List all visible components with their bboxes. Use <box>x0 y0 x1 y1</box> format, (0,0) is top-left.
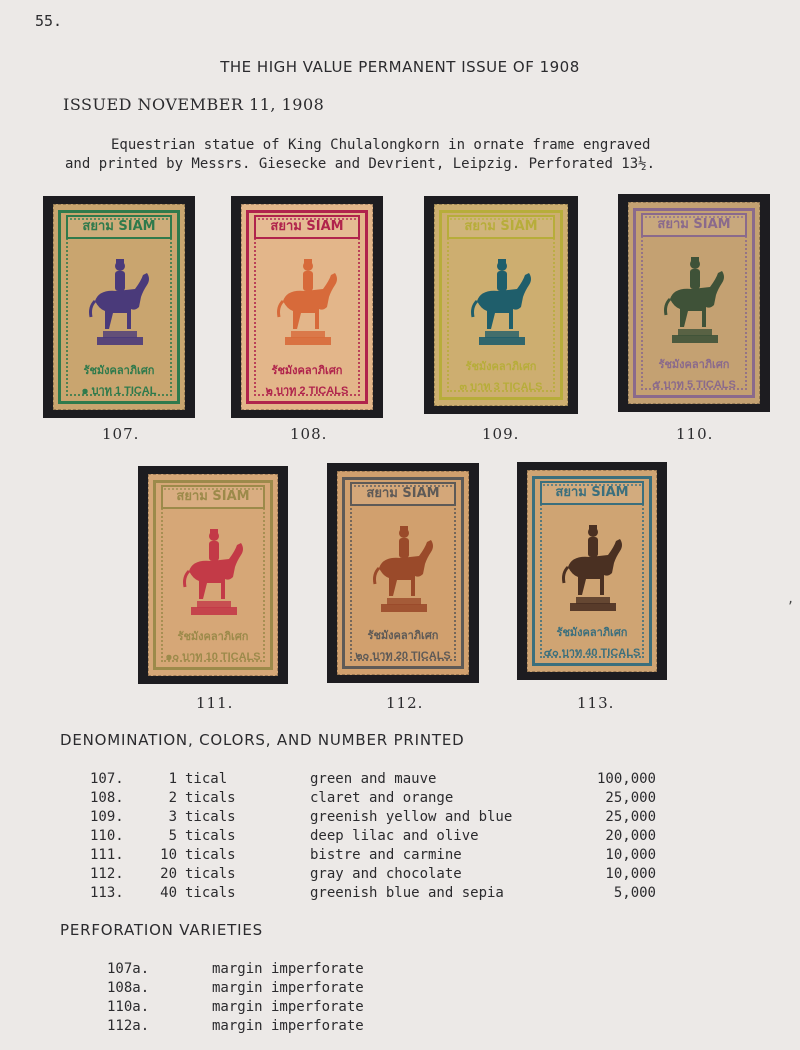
stamp-thai-text: รัชมังคลาภิเศก <box>658 358 730 371</box>
value-unit: ticals <box>185 847 236 863</box>
value-unit: ticals <box>185 809 236 825</box>
stamp-number: 112. <box>386 694 424 712</box>
stamp-mount <box>424 196 578 414</box>
stamp <box>148 474 278 676</box>
catalog-number: 112. <box>90 866 124 882</box>
variety-number: 108a. <box>107 980 150 996</box>
stamp-number: 108. <box>290 425 328 443</box>
stamp-mount <box>618 194 770 412</box>
equestrian-statue-icon <box>265 251 349 351</box>
colors-cell: gray and chocolate <box>310 866 462 882</box>
value-cell <box>155 884 310 903</box>
value-amount: 1 <box>168 771 177 787</box>
variety-number: 110a. <box>107 999 150 1015</box>
page-number: 55. <box>35 12 63 30</box>
number-printed: 100,000 <box>596 771 656 787</box>
value-cell <box>155 846 310 865</box>
equestrian-statue-icon <box>77 251 161 351</box>
table-row <box>107 998 364 1017</box>
table-row <box>80 846 656 865</box>
stamp-vignette <box>455 245 547 357</box>
stamp-banner: สยาม SIAM <box>540 481 644 505</box>
stamp-number: 109. <box>482 425 520 443</box>
stamp-mount <box>517 462 667 680</box>
catalog-number: 110. <box>90 828 124 844</box>
value-amount: 3 <box>168 809 177 825</box>
stamp-denomination: ๑๐ บาท 10 TICALS <box>165 651 261 663</box>
stamp <box>434 204 568 406</box>
stamp-denomination: ๔๐ บาท 40 TICALS <box>543 647 641 659</box>
stamp-thai-text: รัชมังคลาภิเศก <box>83 364 155 377</box>
stamp-mount <box>43 196 195 418</box>
value-amount: 2 <box>168 790 177 806</box>
table-row <box>107 960 364 979</box>
variety-number: 112a. <box>107 1018 150 1034</box>
stamp <box>241 204 373 410</box>
stamp-banner: สยาม SIAM <box>350 482 456 506</box>
catalog-number: 111. <box>90 847 124 863</box>
table-row <box>80 865 656 884</box>
stamp-number: 110. <box>676 425 714 443</box>
stamp-mount <box>231 196 383 418</box>
description-line-1: Equestrian statue of King Chulalongkorn in ornate frame engraved <box>111 137 651 153</box>
stamp-denomination: ๒ บาท 2 TICALS <box>265 385 349 397</box>
catalog-number: 108. <box>90 790 124 806</box>
stamp-mount <box>327 463 479 683</box>
stamp-banner: สยาม SIAM <box>447 215 555 239</box>
table-row <box>80 808 656 827</box>
stamp-thai-text: รัชมังคลาภิเศก <box>367 629 439 642</box>
value-cell <box>155 827 310 846</box>
value-amount: 5 <box>168 828 177 844</box>
number-printed: 10,000 <box>605 866 656 882</box>
number-printed: 20,000 <box>605 828 656 844</box>
page-mark: , <box>787 592 795 606</box>
colors-cell: claret and orange <box>310 790 454 806</box>
catalog-number: 107. <box>90 771 124 787</box>
stamp-thai-text: รัชมังคลาภิเศก <box>465 360 537 373</box>
table-row <box>80 827 656 846</box>
value-amount: 20 <box>160 866 177 882</box>
value-unit: tical <box>185 771 228 787</box>
colors-cell: deep lilac and olive <box>310 828 479 844</box>
page-title: THE HIGH VALUE PERMANENT ISSUE OF 1908 <box>220 58 580 76</box>
stamp-thai-text: รัชมังคลาภิเศก <box>271 364 343 377</box>
stamp-denomination: ๑ บาท 1 TICAL <box>81 385 157 397</box>
issue-date: ISSUED NOVEMBER 11, 1908 <box>63 95 325 114</box>
value-unit: ticals <box>185 828 236 844</box>
perforation-table <box>107 960 364 1036</box>
stamp <box>527 470 657 672</box>
variety-description: margin imperforate <box>212 961 364 977</box>
variety-description: margin imperforate <box>212 1018 364 1034</box>
number-printed: 25,000 <box>605 809 656 825</box>
variety-number: 107a. <box>107 961 150 977</box>
stamp-denomination: ๓ บาท 3 TICALS <box>459 381 543 393</box>
stamp-vignette <box>649 243 739 355</box>
number-printed: 10,000 <box>605 847 656 863</box>
stamp <box>337 471 469 675</box>
number-printed: 25,000 <box>605 790 656 806</box>
table-row <box>107 1017 364 1036</box>
stamp-number: 107. <box>102 425 140 443</box>
value-cell <box>155 808 310 827</box>
value-cell <box>155 789 310 808</box>
value-amount: 40 <box>160 885 177 901</box>
stamp <box>628 202 760 404</box>
equestrian-statue-icon <box>652 249 736 349</box>
colors-cell: greenish yellow and blue <box>310 809 513 825</box>
stamp-number: 111. <box>196 694 234 712</box>
stamp <box>53 204 185 410</box>
stamp-vignette <box>358 512 448 626</box>
denomination-table <box>80 770 656 903</box>
denomination-heading: DENOMINATION, COLORS, AND NUMBER PRINTED <box>60 731 465 749</box>
table-row <box>80 884 656 903</box>
stamp-thai-text: รัชมังคลาภิเศก <box>556 626 628 639</box>
stamp-vignette <box>74 245 164 361</box>
table-row <box>80 789 656 808</box>
variety-description: margin imperforate <box>212 999 364 1015</box>
variety-description: margin imperforate <box>212 980 364 996</box>
table-row <box>80 770 656 789</box>
catalog-number: 113. <box>90 885 124 901</box>
equestrian-statue-icon <box>171 521 255 621</box>
stamp-vignette <box>262 245 352 361</box>
stamp-mount <box>138 466 288 684</box>
stamp-banner: สยาม SIAM <box>254 215 360 239</box>
value-unit: ticals <box>185 885 236 901</box>
value-amount: 10 <box>160 847 177 863</box>
equestrian-statue-icon <box>550 517 634 617</box>
value-unit: ticals <box>185 790 236 806</box>
perforation-heading: PERFORATION VARIETIES <box>60 921 263 939</box>
stamp-vignette <box>548 511 636 623</box>
colors-cell: green and mauve <box>310 771 437 787</box>
stamp-vignette <box>169 515 257 627</box>
equestrian-statue-icon <box>361 518 445 618</box>
value-cell <box>155 770 310 789</box>
description-line-2: and printed by Messrs. Giesecke and Devrient, Leipzig. Perforated 13½. <box>65 156 656 172</box>
table-row <box>107 979 364 998</box>
number-printed: 5,000 <box>613 885 656 901</box>
equestrian-statue-icon <box>459 251 543 351</box>
value-cell <box>155 865 310 884</box>
value-unit: ticals <box>185 866 236 882</box>
stamp-banner: สยาม SIAM <box>66 215 172 239</box>
stamp-thai-text: รัชมังคลาภิเศก <box>177 630 249 643</box>
catalog-number: 109. <box>90 809 124 825</box>
colors-cell: greenish blue and sepia <box>310 885 504 901</box>
colors-cell: bistre and carmine <box>310 847 462 863</box>
stamp-number: 113. <box>577 694 615 712</box>
stamp-banner: สยาม SIAM <box>641 213 747 237</box>
stamp-denomination: ๕ บาท 5 TICALS <box>652 379 736 391</box>
stamp-banner: สยาม SIAM <box>161 485 265 509</box>
stamp-denomination: ๒๐ บาท 20 TICALS <box>355 650 451 662</box>
